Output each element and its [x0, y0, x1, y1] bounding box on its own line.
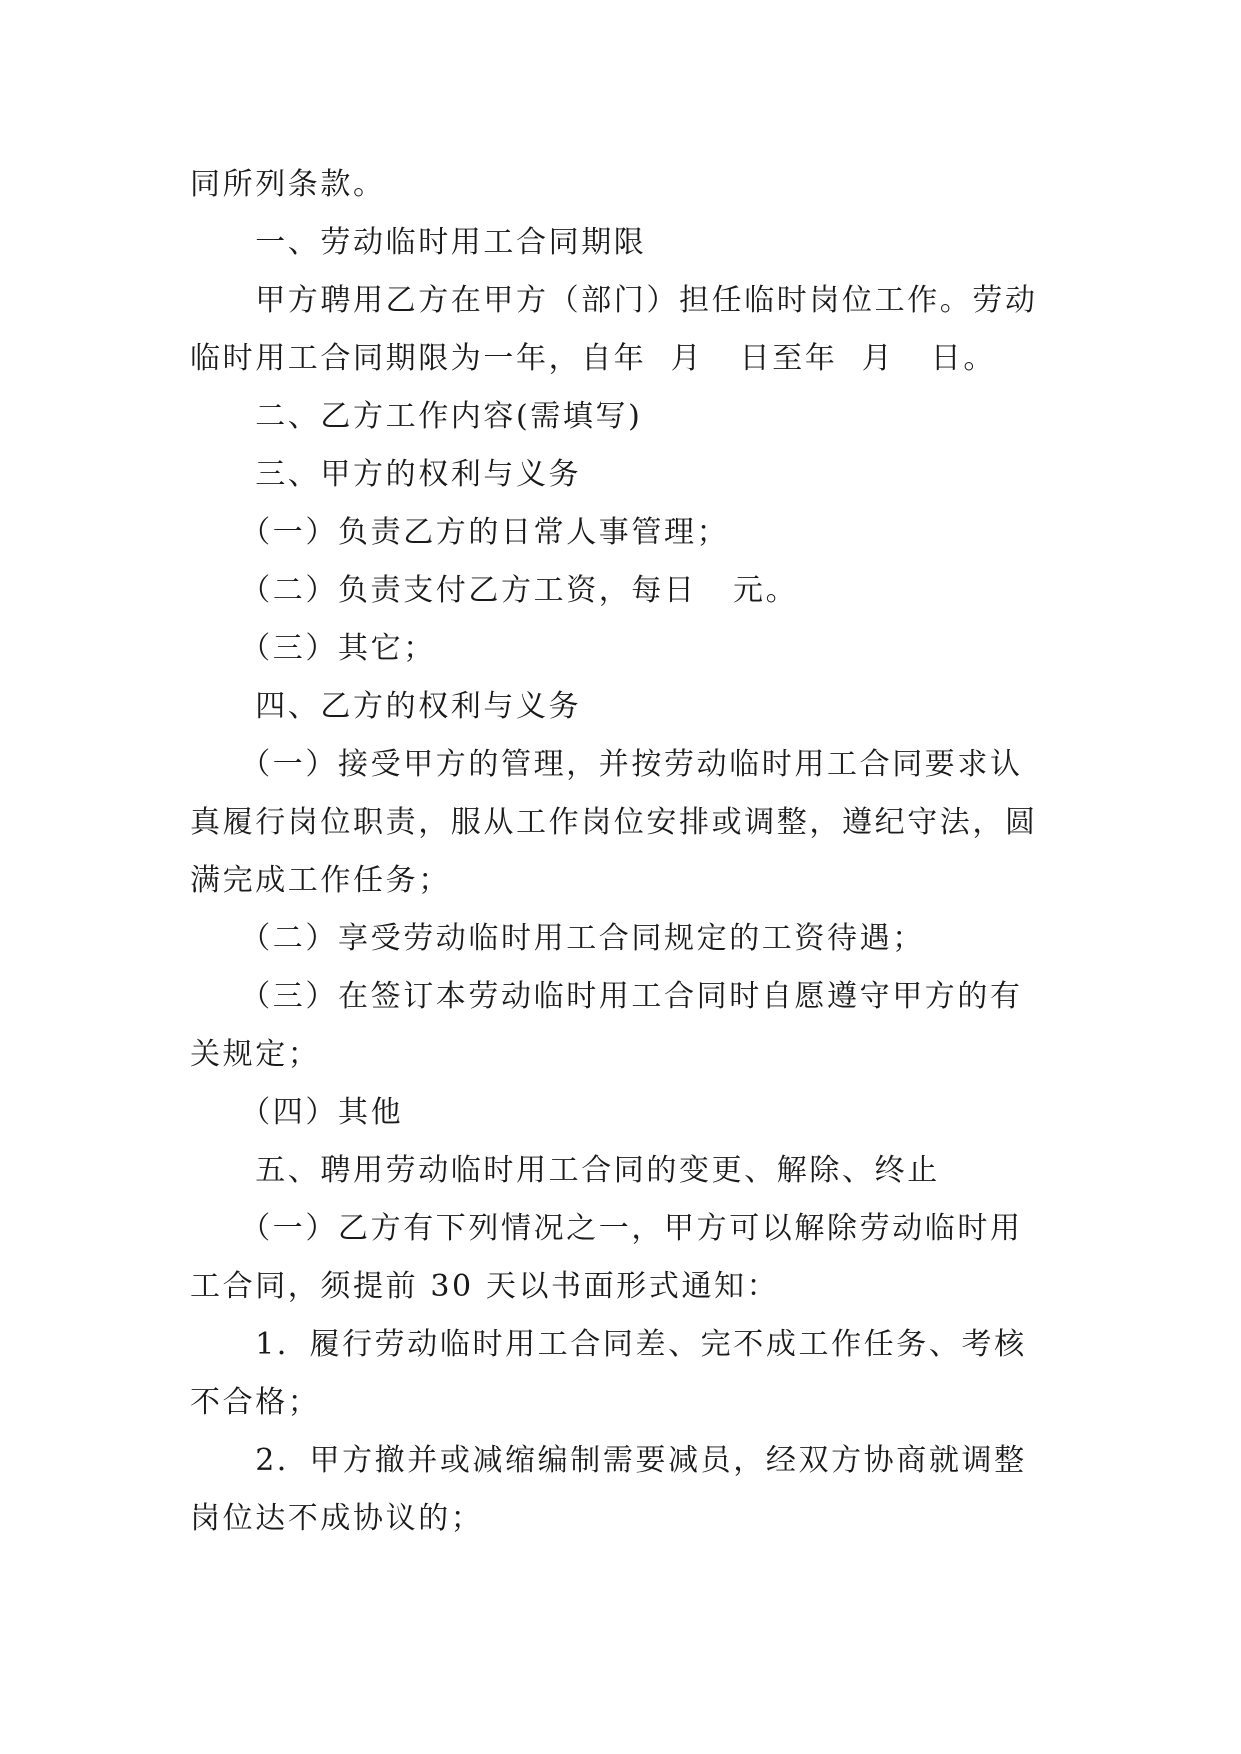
paragraph-line: （一）负责乙方的日常人事管理； [190, 515, 730, 550]
section-heading-5: 五、聘用劳动临时用工合同的变更、解除、终止 [190, 1153, 940, 1188]
paragraph-line: 岗位达不成协议的； [190, 1501, 484, 1536]
paragraph-line: （四）其他 [190, 1095, 404, 1130]
paragraph-line: 真履行岗位职责，服从工作岗位安排或调整，遵纪守法，圆 [190, 805, 1038, 840]
paragraph-line: 满完成工作任务； [190, 863, 451, 898]
section-heading-1: 一、劳动临时用工合同期限 [190, 225, 647, 260]
paragraph-line: 1．履行劳动临时用工合同差、完不成工作任务、考核 [190, 1327, 1027, 1362]
paragraph-line: 甲方聘用乙方在甲方（部门）担任临时岗位工作。劳动 [190, 283, 1038, 318]
paragraph-line: （一）乙方有下列情况之一，甲方可以解除劳动临时用 [190, 1211, 1023, 1246]
paragraph-line: （三）其它； [190, 631, 436, 666]
paragraph-line: （二）享受劳动临时用工合同规定的工资待遇； [190, 921, 925, 956]
paragraph-line: （三）在签订本劳动临时用工合同时自愿遵守甲方的有 [190, 979, 1023, 1014]
paragraph-line: 不合格； [190, 1385, 321, 1420]
section-heading-3: 三、甲方的权利与义务 [190, 457, 582, 492]
section-heading-2: 二、乙方工作内容(需填写) [190, 399, 643, 434]
paragraph-line: 2．甲方撤并或减缩编制需要减员，经双方协商就调整 [190, 1443, 1027, 1478]
paragraph-line: （二）负责支付乙方工资，每日 元。 [190, 573, 799, 608]
section-heading-4: 四、乙方的权利与义务 [190, 689, 582, 724]
paragraph-line: （一）接受甲方的管理，并按劳动临时用工合同要求认 [190, 747, 1023, 782]
paragraph-line: 工合同，须提前 30 天以书面形式通知： [190, 1269, 780, 1304]
paragraph-line: 同所列条款。 [190, 167, 386, 202]
paragraph-line: 关规定； [190, 1037, 321, 1072]
paragraph-line: 临时用工合同期限为一年，自年 月 日至年 月 日。 [190, 341, 996, 376]
